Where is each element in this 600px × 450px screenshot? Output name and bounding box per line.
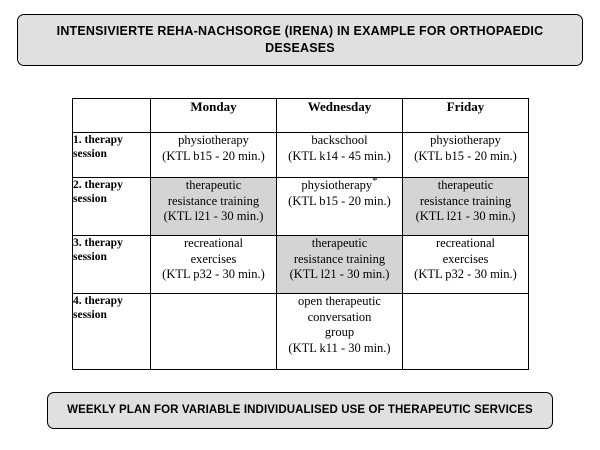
cell-line: (KTL l21 - 30 min.) [289,267,390,281]
cell-line: (KTL l21 - 30 min.) [163,209,264,223]
cell-session2-friday [403,178,529,236]
cell-line: (KTL l21 - 30 min.) [415,209,516,223]
cell-line: (KTL b15 - 20 min.) [162,148,265,163]
cell-line: exercises [442,251,489,266]
title-banner [17,14,583,66]
table-row [73,236,529,294]
weekly-therapy-plan-table [72,98,529,370]
cell-line: resistance training [419,193,512,208]
cell-session3-friday [403,236,529,294]
cell-session3-wednesday [277,236,403,294]
cell-line: (KTL p32 - 30 min.) [414,267,517,281]
cell-line: therapeutic [311,236,368,250]
cell-line: physiotherapy [430,133,501,147]
row-label-session-2: 2. therapy session [73,178,151,236]
row-label-session-4: 4. therapy session [73,294,151,370]
cell-line: backschool [311,133,368,147]
cell-line: (KTL b15 - 20 min.) [414,148,517,163]
cell-session1-friday [403,133,529,178]
cell-session1-wednesday [277,133,403,178]
cell-line: group [324,325,355,339]
cell-session4-friday [403,294,529,370]
cell-line: exercises [190,251,237,266]
row-label-session-3: 3. therapy session [73,236,151,294]
cell-session1-monday [151,133,277,178]
table-row [73,133,529,178]
footer-caption: WEEKLY PLAN FOR VARIABLE INDIVIDUALISED USE OF THERAPEUTIC SERVICES [67,404,533,416]
cell-line: resistance training [293,251,386,266]
cell-session2-monday [151,178,277,236]
cell-session2-wednesday [277,174,403,236]
cell-line: conversation [307,309,372,324]
cell-line: therapeutic [437,178,494,192]
cell-line: (KTL p32 - 30 min.) [162,267,265,281]
cell-line: physiotherapy [178,133,249,147]
row-label-session-1: 1. therapy session [73,133,151,178]
cell-line: recreational [436,236,495,250]
column-header-wednesday: Wednesday [277,99,403,133]
cell-session3-monday [151,236,277,294]
table-header-row [73,99,529,133]
cell-line: (KTL b15 - 20 min.) [288,193,391,208]
cell-line: recreational [184,236,243,250]
cell-line: physiotherapy* [301,174,378,192]
cell-line: (KTL k11 - 30 min.) [288,340,391,355]
cell-line: resistance training [167,193,260,208]
table-row [73,294,529,370]
cell-line: open therapeutic [298,294,381,308]
column-header-friday: Friday [403,99,529,133]
cell-line: therapeutic [185,178,242,192]
footer-banner [47,392,553,429]
column-header-monday: Monday [151,99,277,133]
cell-line: (KTL k14 - 45 min.) [288,148,391,163]
cell-session4-monday [151,294,277,370]
page-title: INTENSIVIERTE REHA-NACHSORGE (IRENA) IN EXAMPLE FOR ORTHOPAEDIC DESEASES [56,24,544,55]
cell-session4-wednesday [277,294,403,370]
table-row [73,178,529,236]
table-corner-cell [73,99,151,133]
